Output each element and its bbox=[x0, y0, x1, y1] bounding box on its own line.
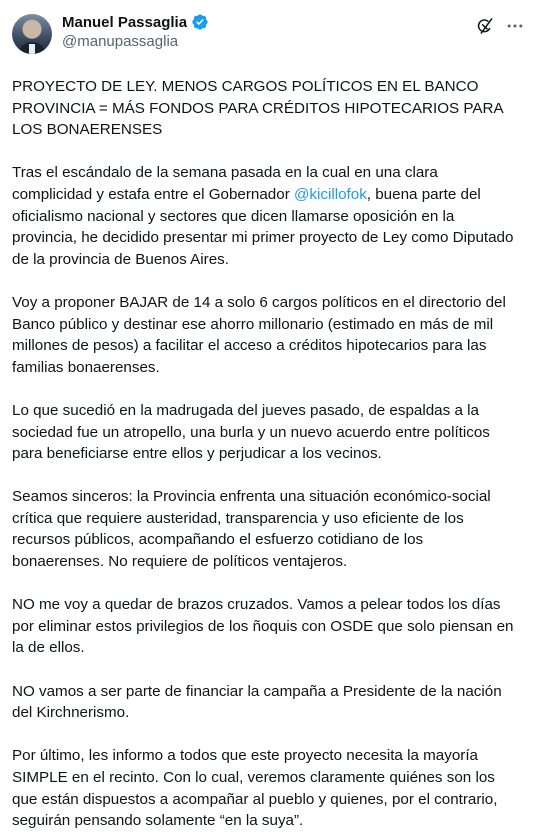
mention-link[interactable]: @kicillofok bbox=[293, 185, 367, 203]
tweet-header bbox=[12, 12, 525, 60]
handle[interactable]: @manupassaglia bbox=[62, 33, 179, 50]
author-info bbox=[62, 12, 475, 52]
avatar-shirt bbox=[29, 44, 35, 54]
tweet-paragraph bbox=[12, 162, 515, 270]
tweet-paragraph: Por último, les informo a todos que este proyecto necesita la mayoría SIMPLE en el recinto. Con lo cual, veremos claramente quiénes son los que están dispuestos a acompañar al pueblo y quienes, por el contrario, seguirán pensando solamente “en la suya”. bbox=[12, 747, 498, 830]
tweet-text bbox=[12, 76, 525, 832]
tweet-paragraph: Seamos sinceros: la Provincia enfrenta una situación económico-social crítica que requiere austeridad, transparencia y uso eficiente de los recursos públicos, acompañando el esfuerzo cotidiano de los bonaerenses. No requiere de políticos ventajeros. bbox=[12, 488, 491, 571]
header-actions bbox=[475, 16, 525, 36]
tweet-paragraph: Voy a proponer BAJAR de 14 a solo 6 cargos políticos en el directorio del Banco público y destinar ese ahorro millonario (estimado en más de mil millones de pesos) a facilitar el acceso a créditos hipotecarios para las familias bonaerenses. bbox=[12, 293, 506, 376]
name-row bbox=[62, 12, 475, 32]
text-segment: , buena parte del oficialismo nacional y sectores que dicen llamarse oposición en la provincia, he decidido presentar mi primer proyecto de Ley como Diputado de la provincia de Buenos Aires. bbox=[12, 185, 514, 268]
display-name[interactable]: Manuel Passaglia bbox=[62, 13, 188, 31]
verified-badge-icon[interactable] bbox=[191, 13, 209, 31]
avatar[interactable] bbox=[12, 14, 52, 54]
grok-icon[interactable] bbox=[475, 16, 495, 36]
tweet-paragraph: Lo que sucedió en la madrugada del jueves pasado, de espaldas a la sociedad fue un atropello, una burla y un nuevo acuerdo entre políticos para beneficiarse entre ellos y perjudicar a los vecinos. bbox=[12, 401, 490, 463]
text-segment: Tras el escándalo de la semana pasada en la cual en una clara complicidad y estafa entre el Gobernador bbox=[12, 164, 438, 203]
tweet-paragraph: NO me voy a quedar de brazos cruzados. Vamos a pelear todos los días por eliminar estos privilegios de los ñoquis con OSDE que solo piensan en la de ellos. bbox=[12, 596, 514, 657]
tweet-paragraph-title: PROYECTO DE LEY. MENOS CARGOS POLÍTICOS EN EL BANCO PROVINCIA = MÁS FONDOS PARA CRÉDITOS HIPOTECARIOS PARA LOS BONAERENSES bbox=[12, 78, 503, 139]
more-icon[interactable] bbox=[505, 16, 525, 36]
tweet-paragraph: NO vamos a ser parte de financiar la campaña a Presidente de la nación del Kirchnerismo. bbox=[12, 682, 502, 722]
